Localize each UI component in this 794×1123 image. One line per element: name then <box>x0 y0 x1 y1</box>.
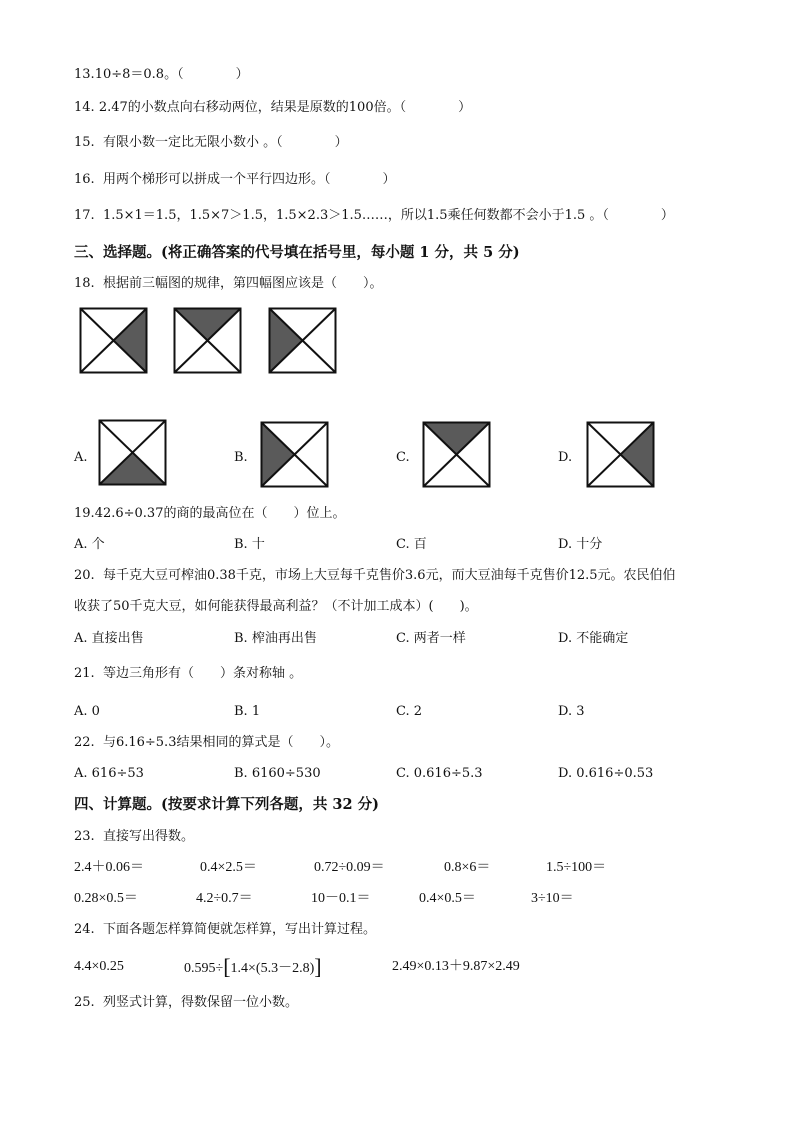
question-text: 根据前三幅图的规律，第四幅图应该是（ ）。 <box>102 276 383 291</box>
q22-option-b[interactable]: B. 6160÷530 <box>234 766 321 781</box>
question-number: 16. <box>74 172 95 187</box>
expression-2-prefix: 0.595÷ <box>184 961 224 976</box>
question-21 <box>74 665 302 683</box>
question-number: 18. <box>74 276 95 291</box>
option-c-label[interactable]: C. <box>396 450 410 465</box>
section-title-calculation: 四、计算题。(按要求计算下列各题，共 32 分) <box>74 796 379 813</box>
question-25 <box>74 994 298 1012</box>
question-text: 下面各题怎样算简便就怎样算，写出计算过程。 <box>102 922 376 937</box>
shaded-triangle-left <box>262 423 295 487</box>
question-22 <box>74 734 339 752</box>
shaded-triangle-left <box>270 309 303 373</box>
question-16 <box>74 171 395 189</box>
question-number: 25. <box>74 995 95 1010</box>
expression-2 <box>184 954 322 979</box>
question-text: 用两个梯形可以拼成一个平行四边形。（ ） <box>102 172 396 187</box>
question-23 <box>74 828 194 846</box>
q19-option-a[interactable]: A. 个 <box>74 537 105 552</box>
question-number: 22. <box>74 735 95 750</box>
q22-option-a[interactable]: A. 616÷53 <box>74 766 144 781</box>
question-number: 23. <box>74 829 95 844</box>
pattern-square-2 <box>173 307 242 374</box>
option-d-label[interactable]: D. <box>558 450 573 465</box>
pattern-square-3 <box>268 307 337 374</box>
calc-item: 0.8×6＝ <box>444 860 491 875</box>
q20-option-c[interactable]: C. 两者一样 <box>396 631 466 646</box>
calc-item: 1.5÷100＝ <box>546 860 607 875</box>
option-b-label[interactable]: B. <box>234 450 248 465</box>
question-number: 14. <box>74 100 95 115</box>
question-15 <box>74 134 348 152</box>
calc-item: 2.4＋0.06＝ <box>74 860 144 875</box>
question-number: 24. <box>74 922 95 937</box>
q22-option-d[interactable]: D. 0.616÷0.53 <box>558 766 654 781</box>
calc-item: 0.4×0.5＝ <box>419 891 476 906</box>
question-18 <box>74 275 382 293</box>
q21-option-b[interactable]: B. 1 <box>234 704 261 719</box>
option-a-square[interactable] <box>98 419 167 486</box>
question-text: 42.6÷0.37的商的最高位在（ ）位上。 <box>94 506 346 521</box>
q19-option-b[interactable]: B. 十 <box>234 537 265 552</box>
section-title-choice: 三、选择题。(将正确答案的代号填在括号里，每小题 1 分，共 5 分) <box>74 244 520 261</box>
shaded-triangle-right <box>114 309 147 373</box>
q20-option-b[interactable]: B. 榨油再出售 <box>234 631 317 646</box>
question-number: 15. <box>74 135 95 150</box>
expression-1: 4.4×0.25 <box>74 959 124 974</box>
calc-item: 4.2÷0.7＝ <box>196 891 253 906</box>
q21-option-a[interactable]: A. 0 <box>74 704 100 719</box>
expression-3: 2.49×0.13＋9.87×2.49 <box>392 959 520 974</box>
calc-item: 3÷10＝ <box>531 891 574 906</box>
question-14 <box>74 99 471 117</box>
question-number: 19. <box>74 506 95 521</box>
question-text-line1: 每千克大豆可榨油0.38千克，市场上大豆每千克售价3.6元，而大豆油每千克售价12.5元。农民伯伯 <box>102 568 676 583</box>
question-20-line2: 收获了50千克大豆，如何能获得最高利益？（不计加工成本）( )。 <box>74 599 478 614</box>
right-bracket: ] <box>314 954 322 979</box>
calc-item: 0.4×2.5＝ <box>200 860 257 875</box>
pattern-square-1 <box>79 307 148 374</box>
left-bracket: [ <box>223 954 231 979</box>
question-20 <box>74 567 676 585</box>
question-24 <box>74 921 376 939</box>
shaded-triangle-top <box>424 423 490 455</box>
question-13 <box>74 66 249 84</box>
question-number: 21. <box>74 666 95 681</box>
option-a-label[interactable]: A. <box>74 450 88 465</box>
question-19 <box>74 505 345 523</box>
q21-option-c[interactable]: C. 2 <box>396 704 423 719</box>
question-text: 1.5×1＝1.5，1.5×7＞1.5，1.5×2.3＞1.5……，所以1.5乘任何数都不会小于1.5 。（ ） <box>102 208 674 223</box>
question-number: 13. <box>74 67 95 82</box>
shaded-triangle-right <box>621 423 654 487</box>
option-d-square[interactable] <box>586 421 655 488</box>
question-text: 与6.16÷5.3结果相同的算式是（ ）。 <box>102 735 339 750</box>
q21-option-d[interactable]: D. 3 <box>558 704 585 719</box>
option-c-square[interactable] <box>422 421 491 488</box>
calc-item: 0.72÷0.09＝ <box>314 860 385 875</box>
q20-option-d[interactable]: D. 不能确定 <box>558 631 629 646</box>
calc-item: 0.28×0.5＝ <box>74 891 138 906</box>
q19-option-d[interactable]: D. 十分 <box>558 537 603 552</box>
question-text: 有限小数一定比无限小数小 。（ ） <box>102 135 348 150</box>
option-b-square[interactable] <box>260 421 329 488</box>
question-text: 10÷8＝0.8。（ ） <box>94 67 249 82</box>
q19-option-c[interactable]: C. 百 <box>396 537 427 552</box>
question-text: 列竖式计算，得数保留一位小数。 <box>102 995 298 1010</box>
shaded-triangle-bottom <box>100 453 166 485</box>
question-text: 等边三角形有（ ）条对称轴 。 <box>102 666 303 681</box>
expression-2-inner: 1.4×(5.3－2.8) <box>230 961 315 976</box>
shaded-triangle-top <box>175 309 241 341</box>
question-text: 2.47的小数点向右移动两位，结果是原数的100倍。（ ） <box>98 100 472 115</box>
calc-item: 10－0.1＝ <box>311 891 371 906</box>
question-17 <box>74 207 674 225</box>
q22-option-c[interactable]: C. 0.616÷5.3 <box>396 766 483 781</box>
q20-option-a[interactable]: A. 直接出售 <box>74 631 144 646</box>
question-number: 20. <box>74 568 95 583</box>
question-text: 直接写出得数。 <box>102 829 194 844</box>
question-number: 17. <box>74 208 95 223</box>
